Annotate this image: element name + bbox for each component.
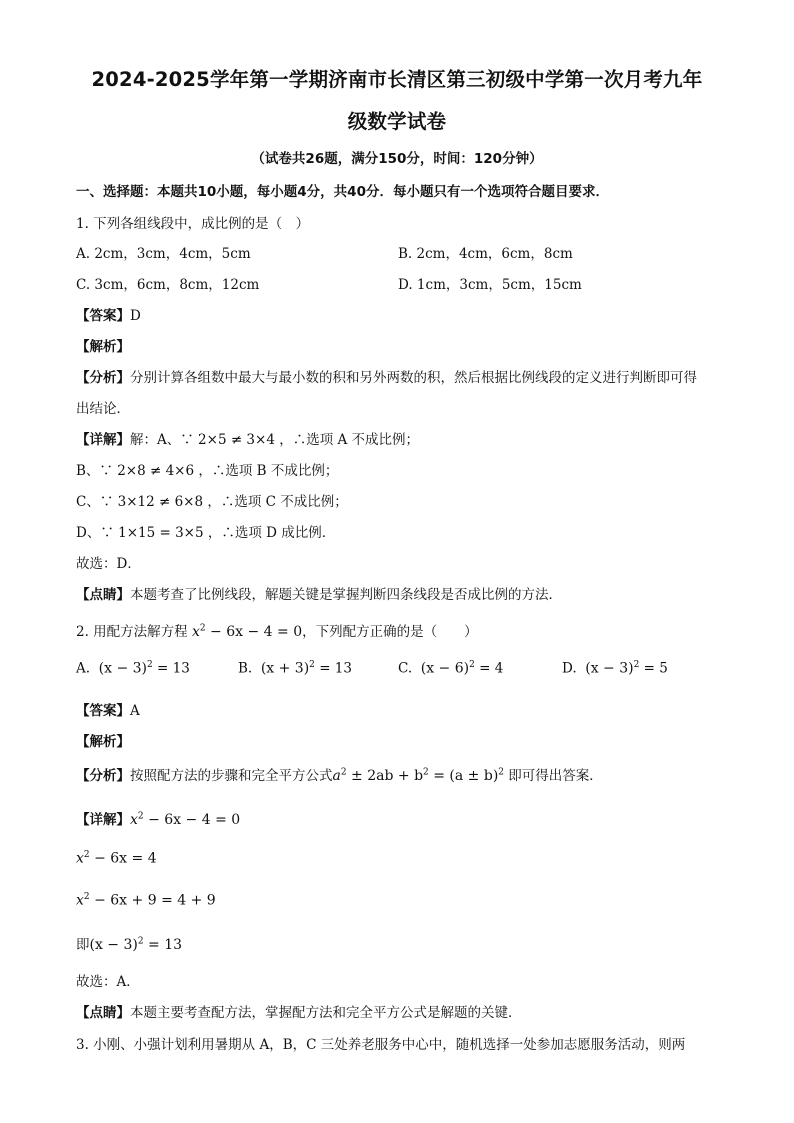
q1-answer [76, 304, 141, 324]
q2-answer [76, 699, 140, 719]
q2-step2-base: x [76, 850, 84, 867]
q2-detail-step3 [76, 892, 216, 909]
q2-option-d-rest: = 5 [639, 660, 668, 677]
q1-detail-c: C、∵ 3×12 ≠ 6×8 ，∴选项 C 不成比例； [76, 494, 348, 510]
q2-option-a-sup: 2 [147, 660, 153, 670]
q2-option-b-base: (x + 3) [260, 660, 310, 677]
q2-detail-step2 [76, 850, 157, 867]
q2-option-c-label: C. [398, 660, 413, 677]
q2-step3-rest: − 6x + 9 = 4 + 9 [89, 892, 216, 909]
q1-detail-a [76, 428, 419, 448]
q1-detail-a-text: 解：A、∵ 2×5 ≠ 3×4 ，∴选项 A 不成比例； [130, 432, 420, 448]
q2-comment [76, 1001, 522, 1021]
q2-comment-tag: 【点睛】 [76, 1005, 130, 1021]
exam-title-line1: 2024-2025学年第一学期济南市长清区第三初级中学第一次月考九年 [91, 68, 703, 91]
q1-fenxi-text1: 分别计算各组数中最大与最小数的积和另外两数的积，然后根据比例线段的定义进行判断即可得 [130, 370, 697, 386]
q1-choice: 故选：D． [76, 556, 141, 572]
q2-step1-base: x [130, 812, 138, 828]
q1-answer-tag: 【答案】 [76, 308, 130, 324]
q2-stem [76, 620, 478, 640]
q2-step2-sup: 2 [83, 850, 90, 860]
q2-comment-text: 本题主要考查配方法，掌握配方法和完全平方公式是解题的关键． [130, 1005, 522, 1021]
q2-fenxi-formula-a: a [332, 768, 341, 784]
q2-option-b-sup: 2 [309, 660, 315, 670]
q2-step4-sup: 2 [137, 936, 144, 947]
q2-fenxi [76, 764, 603, 784]
q2-option-c-sup: 2 [469, 660, 475, 670]
q2-step2-rest: − 6x = 4 [89, 850, 157, 867]
q2-step3-sup: 2 [83, 892, 90, 902]
q2-stem-eq-rest: − 6x − 4 = 0 [205, 624, 303, 640]
q2-stem-eq-base: x [191, 624, 200, 640]
q2-answer-value: A [130, 703, 140, 719]
q1-analysis-tag: 【解析】 [76, 339, 130, 355]
q2-detail-tag: 【详解】 [76, 812, 130, 828]
q2-option-b [238, 660, 352, 677]
q2-option-c-rest: = 4 [474, 660, 504, 677]
q1-comment [76, 583, 562, 603]
q1-option-c: C. 3cm，6cm，8cm，12cm [76, 277, 260, 293]
q2-fenxi-post: 即可得出答案． [504, 768, 603, 784]
q2-fenxi-sup2: 2 [423, 767, 429, 778]
q2-option-a [76, 660, 190, 677]
q1-option-b: B. 2cm，4cm，6cm，8cm [398, 246, 573, 262]
q2-step1-sup: 2 [137, 811, 144, 822]
q2-analysis-tag: 【解析】 [76, 734, 130, 750]
q2-stem-post: ，下列配方正确的是（ ） [302, 624, 478, 640]
q2-fenxi-formula-mid: ± 2ab + b [346, 768, 424, 784]
q2-option-b-rest: = 13 [314, 660, 352, 677]
q1-comment-text: 本题考查了比例线段，解题关键是掌握判断四条线段是否成比例的方法． [130, 587, 562, 603]
q2-option-a-base: (x − 3) [98, 660, 147, 677]
q1-detail-tag: 【详解】 [76, 432, 130, 448]
q2-option-b-label: B. [238, 660, 253, 677]
q2-fenxi-sup1: 2 [340, 767, 347, 778]
q2-option-d-sup: 2 [633, 660, 640, 670]
q2-fenxi-tag: 【分析】 [76, 768, 130, 784]
q2-option-a-label: A. [76, 660, 91, 677]
q1-fenxi-line1 [76, 366, 697, 386]
q2-option-c [398, 660, 503, 677]
q2-step4-base: (x − 3) [89, 937, 138, 953]
exam-title-line2: 级数学试卷 [347, 110, 447, 133]
q2-answer-tag: 【答案】 [76, 703, 130, 719]
q1-fenxi-line2: 出结论． [76, 401, 130, 417]
q2-step4-pre: 即 [76, 937, 90, 953]
q1-detail-d: D、∵ 1×15 = 3×5 ，∴选项 D 成比例． [76, 525, 336, 541]
q1-fenxi-tag: 【分析】 [76, 370, 130, 386]
q2-fenxi-sup3: 2 [498, 767, 505, 778]
q2-stem-pre: 2. 用配方法解方程 [76, 624, 192, 640]
q3-stem: 3. 小刚、小强计划利用暑期从 A，B，C 三处养老服务中心中，随机选择一处参加志愿服务活动，则两 [76, 1037, 686, 1053]
q2-option-d-base: (x − 3) [585, 660, 634, 677]
q2-step4-rest: = 13 [143, 937, 183, 953]
q1-answer-value: D [130, 308, 141, 324]
q2-fenxi-formula-eq: = (a ± b) [428, 768, 499, 784]
section1-heading: 一、选择题：本题共10小题，每小题4分，共40分．每小题只有一个选项符合题目要求． [76, 184, 609, 200]
q2-option-a-rest: = 13 [152, 660, 190, 677]
q2-option-d [562, 660, 668, 677]
q1-option-a: A. 2cm，3cm，4cm，5cm [76, 246, 251, 262]
q2-choice: 故选：A． [76, 974, 140, 990]
q1-detail-b: B、∵ 2×8 ≠ 4×6 ，∴选项 B 不成比例； [76, 463, 339, 479]
q2-option-c-base: (x − 6) [420, 660, 470, 677]
q2-detail-step1 [76, 808, 240, 828]
q1-option-d: D. 1cm，3cm，5cm，15cm [398, 277, 582, 293]
q1-comment-tag: 【点睛】 [76, 587, 130, 603]
q2-option-d-label: D. [562, 660, 577, 677]
q2-detail-step4 [76, 933, 182, 953]
q1-stem: 1. 下列各组线段中，成比例的是（ ） [76, 216, 310, 232]
q2-step3-base: x [76, 892, 84, 909]
q2-fenxi-pre: 按照配方法的步骤和完全平方公式 [130, 768, 333, 784]
exam-note: （试卷共26题，满分150分，时间：120分钟） [251, 151, 543, 167]
q2-stem-eq-sup: 2 [199, 623, 206, 634]
q2-step1-rest: − 6x − 4 = 0 [143, 812, 241, 828]
